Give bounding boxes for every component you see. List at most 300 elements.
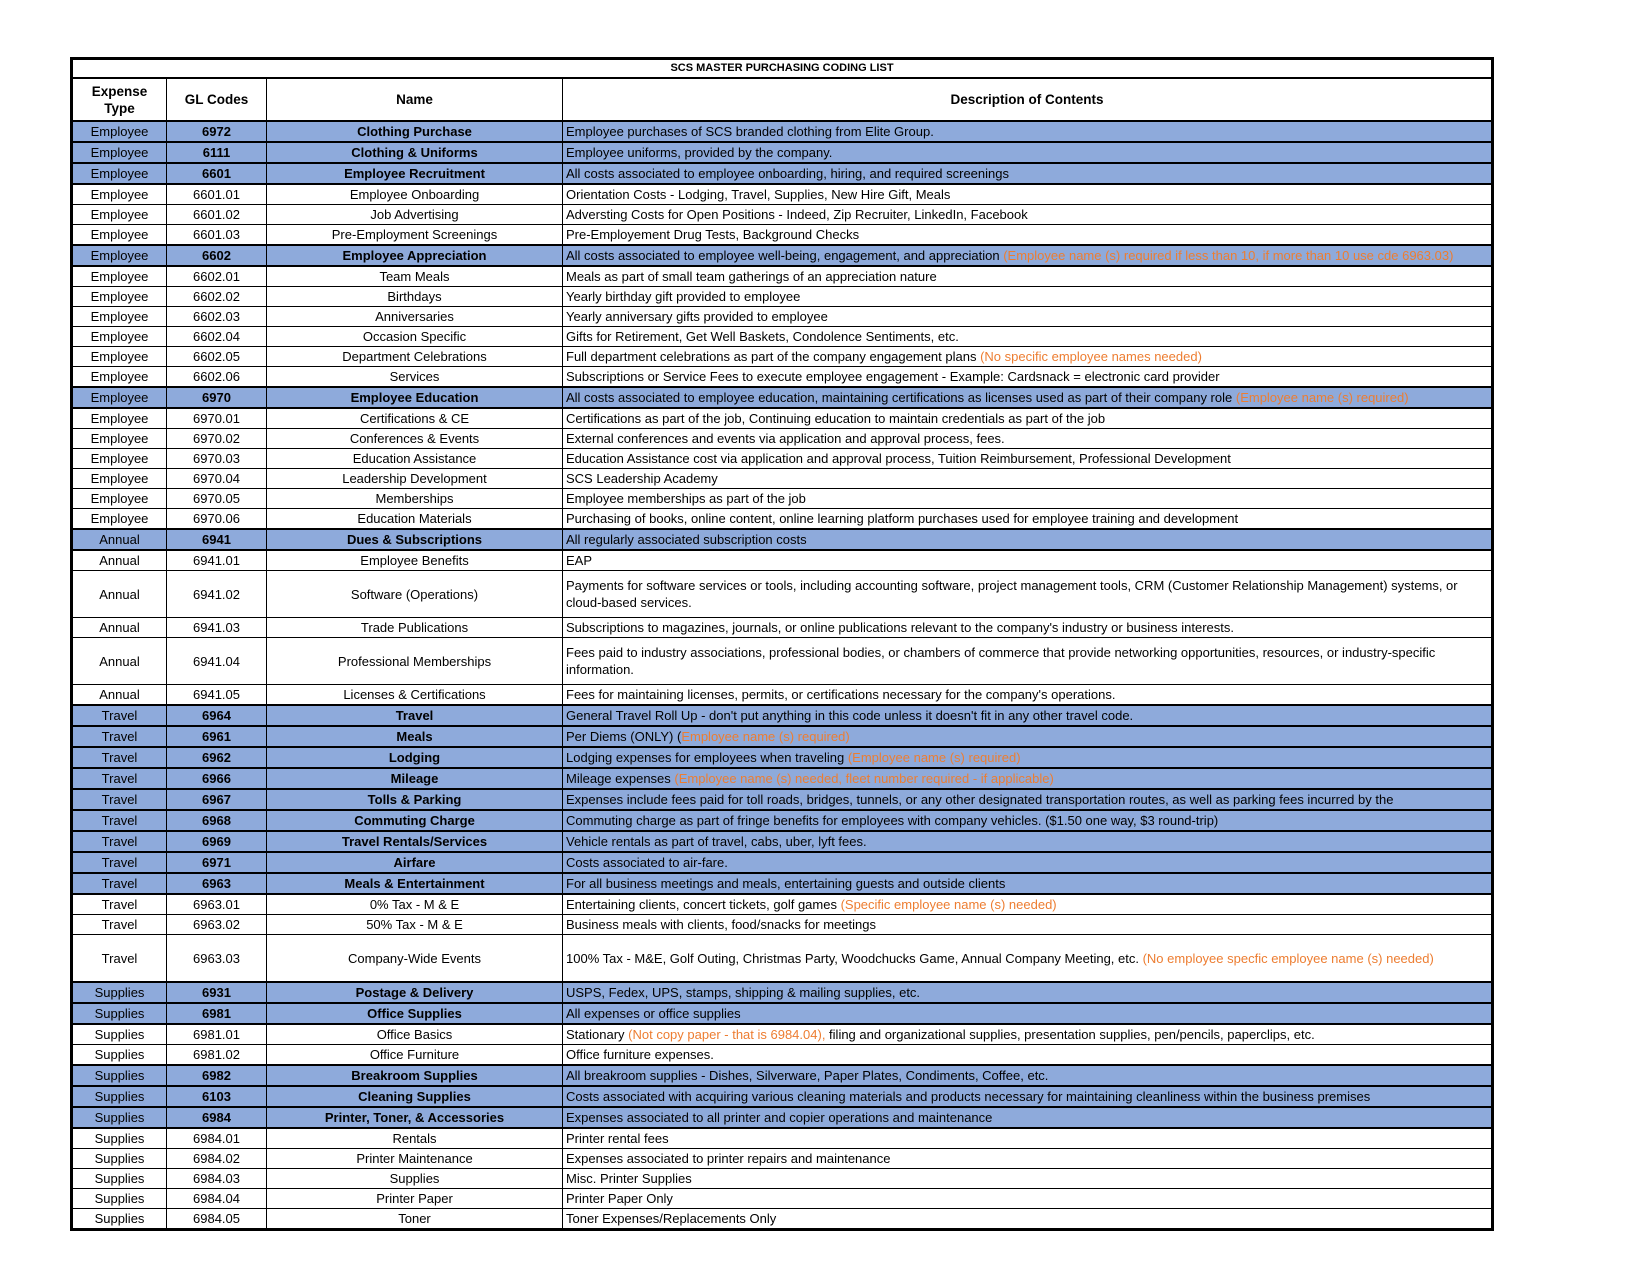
name-cell: Company-Wide Events	[267, 935, 563, 983]
name-cell: Rentals	[267, 1128, 563, 1149]
gl-code-cell: 6970.01	[167, 408, 267, 429]
expense-type-cell: Supplies	[72, 1003, 167, 1024]
gl-code-cell: 6984.01	[167, 1128, 267, 1149]
gl-code-cell: 6602.01	[167, 266, 267, 287]
expense-type-cell: Supplies	[72, 1065, 167, 1086]
description-cell	[563, 571, 1493, 618]
name-cell: Education Materials	[267, 509, 563, 530]
name-cell: Conferences & Events	[267, 429, 563, 449]
gl-code-cell: 6969	[167, 831, 267, 852]
gl-code-cell: 6601	[167, 163, 267, 184]
gl-code-cell: 6963.01	[167, 894, 267, 915]
category-row	[72, 982, 1493, 1003]
description-cell	[563, 184, 1493, 205]
expense-type-cell: Employee	[72, 408, 167, 429]
name-cell: Trade Publications	[267, 618, 563, 638]
description-text: Mileage expenses	[566, 771, 675, 786]
description-cell	[563, 550, 1493, 571]
description-text: Employee uniforms, provided by the company.	[566, 145, 833, 160]
description-text: Yearly birthday gift provided to employee	[566, 289, 801, 304]
expense-type-cell: Employee	[72, 142, 167, 163]
description-text: Gifts for Retirement, Get Well Baskets, Condolence Sentiments, etc.	[566, 329, 959, 344]
gl-code-cell: 6984.02	[167, 1149, 267, 1169]
category-row	[72, 1107, 1493, 1128]
name-cell: Meals & Entertainment	[267, 873, 563, 894]
gl-code-cell: 6941.01	[167, 550, 267, 571]
gl-code-cell: 6970.05	[167, 489, 267, 509]
category-row	[72, 1086, 1493, 1107]
category-row	[72, 387, 1493, 408]
table-row	[72, 915, 1493, 935]
description-text: Lodging expenses for employees when traveling	[566, 750, 848, 765]
expense-type-cell: Supplies	[72, 1169, 167, 1189]
description-cell	[563, 935, 1493, 983]
expense-type-cell: Travel	[72, 726, 167, 747]
description-text: EAP	[566, 553, 593, 568]
expense-type-cell: Employee	[72, 469, 167, 489]
col-header-description: Description of Contents	[563, 78, 1493, 121]
table-row	[72, 429, 1493, 449]
description-cell	[563, 469, 1493, 489]
category-row	[72, 747, 1493, 768]
name-cell: Department Celebrations	[267, 347, 563, 367]
expense-type-cell: Employee	[72, 367, 167, 388]
description-text: 100% Tax - M&E, Golf Outing, Christmas Party, Woodchucks Game, Annual Company Meeting, etc.	[566, 950, 1143, 966]
expense-type-cell: Travel	[72, 705, 167, 726]
expense-type-cell: Employee	[72, 449, 167, 469]
gl-code-cell: 6602	[167, 245, 267, 266]
name-cell: Postage & Delivery	[267, 982, 563, 1003]
gl-code-cell: 6963.03	[167, 935, 267, 983]
description-text: Costs associated to air-fare.	[566, 855, 728, 870]
name-cell: 0% Tax - M & E	[267, 894, 563, 915]
name-cell: Pre-Employment Screenings	[267, 225, 563, 246]
description-note-text: (Specific employee name (s) needed)	[840, 897, 1057, 912]
category-row	[72, 852, 1493, 873]
table-row	[72, 1189, 1493, 1209]
gl-code-cell: 6931	[167, 982, 267, 1003]
description-cell	[563, 387, 1493, 408]
description-cell	[563, 121, 1493, 142]
name-cell: Clothing Purchase	[267, 121, 563, 142]
gl-code-cell: 6981	[167, 1003, 267, 1024]
col-header-gl-codes: GL Codes	[167, 78, 267, 121]
description-cell	[563, 307, 1493, 327]
expense-type-cell: Travel	[72, 768, 167, 789]
name-cell: Commuting Charge	[267, 810, 563, 831]
description-text: Employee purchases of SCS branded clothing from Elite Group.	[566, 124, 934, 139]
description-text: Costs associated with acquiring various cleaning materials and products necessary for maintaining cleanliness within the business premises	[566, 1089, 1371, 1104]
description-text: USPS, Fedex, UPS, stamps, shipping & mailing supplies, etc.	[566, 985, 921, 1000]
description-cell	[563, 1065, 1493, 1086]
description-text: Education Assistance cost via application and approval process, Tuition Reimbursement, Professional Development	[566, 451, 1231, 466]
category-row	[72, 810, 1493, 831]
name-cell: Meals	[267, 726, 563, 747]
name-cell: Cleaning Supplies	[267, 1086, 563, 1107]
name-cell: Certifications & CE	[267, 408, 563, 429]
gl-code-cell: 6984	[167, 1107, 267, 1128]
gl-code-cell: 6971	[167, 852, 267, 873]
category-row	[72, 705, 1493, 726]
gl-code-cell: 6941.02	[167, 571, 267, 618]
gl-code-cell: 6962	[167, 747, 267, 768]
table-row	[72, 638, 1493, 685]
gl-code-cell: 6963.02	[167, 915, 267, 935]
table-title-row	[72, 59, 1493, 79]
name-cell: Breakroom Supplies	[267, 1065, 563, 1086]
name-cell: Dues & Subscriptions	[267, 529, 563, 550]
name-cell: Toner	[267, 1209, 563, 1230]
gl-code-cell: 6982	[167, 1065, 267, 1086]
table-row	[72, 894, 1493, 915]
gl-code-cell: 6941.05	[167, 685, 267, 706]
table-row	[72, 1209, 1493, 1230]
expense-type-cell: Employee	[72, 225, 167, 246]
description-text: Misc. Printer Supplies	[566, 1171, 692, 1186]
category-row	[72, 163, 1493, 184]
description-note-text: (Employee name (s) required if less than 10, if more than 10 use cde 6963.03)	[1003, 248, 1454, 263]
expense-type-cell: Supplies	[72, 1209, 167, 1230]
description-text: Commuting charge as part of fringe benefits for employees with company vehicles. ($1.50 one way, $3 round-trip)	[566, 813, 1219, 828]
description-text: Per Diems (ONLY) (	[566, 729, 682, 744]
description-cell	[563, 1169, 1493, 1189]
description-cell	[563, 287, 1493, 307]
description-text: External conferences and events via application and approval process, fees.	[566, 431, 1005, 446]
description-cell	[563, 747, 1493, 768]
table-row	[72, 287, 1493, 307]
description-text: Expenses associated to all printer and copier operations and maintenance	[566, 1110, 993, 1125]
name-cell: Employee Onboarding	[267, 184, 563, 205]
gl-code-cell: 6970.06	[167, 509, 267, 530]
description-cell	[563, 638, 1493, 685]
gl-code-cell: 6602.05	[167, 347, 267, 367]
expense-type-cell: Employee	[72, 307, 167, 327]
name-cell: Leadership Development	[267, 469, 563, 489]
gl-code-cell: 6602.03	[167, 307, 267, 327]
table-title: SCS MASTER PURCHASING CODING LIST	[72, 59, 1493, 79]
description-text: Yearly anniversary gifts provided to employee	[566, 309, 828, 324]
description-cell	[563, 726, 1493, 747]
expense-type-cell: Travel	[72, 915, 167, 935]
name-cell: Supplies	[267, 1169, 563, 1189]
gl-code-cell: 6941	[167, 529, 267, 550]
gl-code-cell: 6111	[167, 142, 267, 163]
gl-code-cell: 6970.03	[167, 449, 267, 469]
description-cell	[563, 831, 1493, 852]
expense-type-cell: Employee	[72, 509, 167, 530]
table-row	[72, 327, 1493, 347]
description-text: Adversting Costs for Open Positions - Indeed, Zip Recruiter, LinkedIn, Facebook	[566, 207, 1028, 222]
name-cell: Employee Education	[267, 387, 563, 408]
expense-type-cell: Annual	[72, 571, 167, 618]
gl-code-cell: 6941.03	[167, 618, 267, 638]
description-cell	[563, 789, 1493, 810]
expense-type-cell: Supplies	[72, 982, 167, 1003]
name-cell: Travel	[267, 705, 563, 726]
category-row	[72, 831, 1493, 852]
description-cell	[563, 429, 1493, 449]
description-text: Pre-Employement Drug Tests, Background Checks	[566, 227, 860, 242]
description-cell	[563, 810, 1493, 831]
description-text: All costs associated to employee onboarding, hiring, and required screenings	[566, 166, 1009, 181]
description-text: Office furniture expenses.	[566, 1047, 714, 1062]
expense-type-cell: Employee	[72, 205, 167, 225]
gl-code-cell: 6602.02	[167, 287, 267, 307]
table-row	[72, 685, 1493, 706]
description-text: SCS Leadership Academy	[566, 471, 718, 486]
expense-type-cell: Annual	[72, 638, 167, 685]
table-row	[72, 367, 1493, 388]
name-cell: Office Furniture	[267, 1045, 563, 1066]
gl-code-cell: 6970.04	[167, 469, 267, 489]
description-cell	[563, 347, 1493, 367]
expense-type-cell: Employee	[72, 347, 167, 367]
description-text: Employee memberships as part of the job	[566, 491, 806, 506]
name-cell: Anniversaries	[267, 307, 563, 327]
description-text: Full department celebrations as part of the company engagement plans	[566, 349, 981, 364]
description-text: All costs associated to employee well-being, engagement, and appreciation	[566, 248, 1004, 263]
expense-type-cell: Employee	[72, 287, 167, 307]
description-text: Certifications as part of the job, Continuing education to maintain credentials as part of the job	[566, 411, 1106, 426]
category-row	[72, 529, 1493, 550]
table-row	[72, 469, 1493, 489]
description-text: General Travel Roll Up - don't put anything in this code unless it doesn't fit in any other travel code.	[566, 708, 1134, 723]
table-row	[72, 550, 1493, 571]
gl-code-cell: 6964	[167, 705, 267, 726]
description-cell	[563, 529, 1493, 550]
description-text: Purchasing of books, online content, online learning platform purchases used for employee training and development	[566, 511, 1239, 526]
expense-type-cell: Travel	[72, 873, 167, 894]
expense-type-cell: Travel	[72, 831, 167, 852]
table-row	[72, 184, 1493, 205]
description-cell	[563, 852, 1493, 873]
description-cell	[563, 768, 1493, 789]
expense-type-cell: Employee	[72, 184, 167, 205]
expense-type-cell: Travel	[72, 789, 167, 810]
description-cell	[563, 225, 1493, 246]
expense-type-cell: Travel	[72, 935, 167, 983]
name-cell: Office Supplies	[267, 1003, 563, 1024]
description-text: Fees paid to industry associations, professional bodies, or chambers of commerce that provide networking opportunities, resources, or industry-specific information.	[566, 645, 1436, 677]
description-cell	[563, 1149, 1493, 1169]
gl-code-cell: 6970	[167, 387, 267, 408]
description-text: Entertaining clients, concert tickets, golf games	[566, 897, 841, 912]
name-cell: Job Advertising	[267, 205, 563, 225]
name-cell: Employee Benefits	[267, 550, 563, 571]
description-note-text: (Employee name (s) needed, fleet number required - if applicable)	[674, 771, 1054, 786]
description-text: Business meals with clients, food/snacks for meetings	[566, 917, 876, 932]
name-cell: Occasion Specific	[267, 327, 563, 347]
name-cell: Team Meals	[267, 266, 563, 287]
name-cell: Mileage	[267, 768, 563, 789]
name-cell: Memberships	[267, 489, 563, 509]
description-cell	[563, 1209, 1493, 1230]
gl-code-cell: 6961	[167, 726, 267, 747]
description-cell	[563, 1189, 1493, 1209]
gl-code-cell: 6602.06	[167, 367, 267, 388]
description-text: Payments for software services or tools, including accounting software, project management tools, CRM (Customer Relationship Management) systems, or cloud-based services.	[566, 578, 1458, 610]
description-cell	[563, 1024, 1493, 1045]
table-row	[72, 449, 1493, 469]
name-cell: Services	[267, 367, 563, 388]
description-cell	[563, 873, 1493, 894]
description-text: Expenses include fees paid for toll roads, bridges, tunnels, or any other designated transportation routes, as well as parking fees incurred by the	[566, 792, 1394, 807]
description-text: Stationary	[566, 1027, 629, 1042]
name-cell: Software (Operations)	[267, 571, 563, 618]
table-row	[72, 347, 1493, 367]
gl-code-cell: 6981.02	[167, 1045, 267, 1066]
table-row	[72, 205, 1493, 225]
category-row	[72, 768, 1493, 789]
name-cell: Birthdays	[267, 287, 563, 307]
table-row	[72, 618, 1493, 638]
table-row	[72, 266, 1493, 287]
gl-code-cell: 6103	[167, 1086, 267, 1107]
name-cell: Printer Maintenance	[267, 1149, 563, 1169]
gl-code-cell: 6967	[167, 789, 267, 810]
name-cell: Airfare	[267, 852, 563, 873]
name-cell: Employee Recruitment	[267, 163, 563, 184]
table-row	[72, 307, 1493, 327]
category-row	[72, 245, 1493, 266]
table-body	[72, 121, 1493, 1230]
description-text: filing and organizational supplies, presentation supplies, pen/pencils, paperclips, etc.	[825, 1027, 1315, 1042]
expense-type-cell: Supplies	[72, 1107, 167, 1128]
category-row	[72, 789, 1493, 810]
gl-code-cell: 6601.01	[167, 184, 267, 205]
name-cell: Education Assistance	[267, 449, 563, 469]
gl-code-cell: 6963	[167, 873, 267, 894]
name-cell: Travel Rentals/Services	[267, 831, 563, 852]
description-cell	[563, 982, 1493, 1003]
description-cell	[563, 367, 1493, 388]
category-row	[72, 121, 1493, 142]
description-note-text: (Employee name (s) required)	[847, 750, 1021, 765]
gl-code-cell: 6601.03	[167, 225, 267, 246]
expense-type-cell: Supplies	[72, 1128, 167, 1149]
description-text: All costs associated to employee education, maintaining certifications as licenses used as part of their company role	[566, 390, 1236, 405]
name-cell: Printer, Toner, & Accessories	[267, 1107, 563, 1128]
purchasing-coding-table	[70, 57, 1494, 1231]
expense-type-cell: Annual	[72, 550, 167, 571]
description-cell	[563, 1045, 1493, 1066]
expense-type-cell: Employee	[72, 489, 167, 509]
expense-type-cell: Supplies	[72, 1045, 167, 1066]
expense-type-cell: Employee	[72, 121, 167, 142]
table-row	[72, 1128, 1493, 1149]
column-header-row	[72, 78, 1493, 121]
expense-type-cell: Employee	[72, 266, 167, 287]
description-text: All regularly associated subscription costs	[566, 532, 807, 547]
expense-type-cell: Employee	[72, 327, 167, 347]
expense-type-cell: Travel	[72, 747, 167, 768]
description-text: Toner Expenses/Replacements Only	[566, 1211, 777, 1226]
name-cell: Licenses & Certifications	[267, 685, 563, 706]
description-cell	[563, 205, 1493, 225]
category-row	[72, 142, 1493, 163]
expense-type-cell: Employee	[72, 245, 167, 266]
col-header-expense-type: Expense Type	[72, 78, 167, 121]
expense-type-cell: Employee	[72, 387, 167, 408]
gl-code-cell: 6602.04	[167, 327, 267, 347]
name-cell: Printer Paper	[267, 1189, 563, 1209]
description-cell	[563, 245, 1493, 266]
name-cell: Employee Appreciation	[267, 245, 563, 266]
expense-type-cell: Travel	[72, 894, 167, 915]
description-cell	[563, 685, 1493, 706]
table-row	[72, 1169, 1493, 1189]
expense-type-cell: Travel	[72, 852, 167, 873]
category-row	[72, 1065, 1493, 1086]
description-cell	[563, 327, 1493, 347]
description-cell	[563, 449, 1493, 469]
description-cell	[563, 705, 1493, 726]
expense-type-cell: Supplies	[72, 1149, 167, 1169]
expense-type-cell: Supplies	[72, 1024, 167, 1045]
description-cell	[563, 163, 1493, 184]
description-cell	[563, 142, 1493, 163]
description-text: Meals as part of small team gatherings of an appreciation nature	[566, 269, 937, 284]
description-cell	[563, 915, 1493, 935]
category-row	[72, 1003, 1493, 1024]
gl-code-cell: 6972	[167, 121, 267, 142]
description-note-text: (Not copy paper - that is 6984.04),	[628, 1027, 826, 1042]
gl-code-cell: 6981.01	[167, 1024, 267, 1045]
name-cell: 50% Tax - M & E	[267, 915, 563, 935]
description-text: Printer Paper Only	[566, 1191, 673, 1206]
name-cell: Tolls & Parking	[267, 789, 563, 810]
category-row	[72, 726, 1493, 747]
description-text: Expenses associated to printer repairs and maintenance	[566, 1151, 891, 1166]
description-text: Orientation Costs - Lodging, Travel, Supplies, New Hire Gift, Meals	[566, 187, 951, 202]
expense-type-cell: Annual	[72, 529, 167, 550]
description-note-text: Employee name (s) required)	[681, 729, 850, 744]
description-cell	[563, 618, 1493, 638]
gl-code-cell: 6984.04	[167, 1189, 267, 1209]
gl-code-cell: 6966	[167, 768, 267, 789]
table-row	[72, 225, 1493, 246]
gl-code-cell: 6984.05	[167, 1209, 267, 1230]
description-note-text: (No employee specfic employee name (s) needed)	[1142, 950, 1434, 966]
description-cell	[563, 266, 1493, 287]
expense-type-cell: Employee	[72, 429, 167, 449]
expense-type-cell: Supplies	[72, 1086, 167, 1107]
description-cell	[563, 408, 1493, 429]
gl-code-cell: 6941.04	[167, 638, 267, 685]
description-note-text: (No specific employee names needed)	[980, 349, 1202, 364]
description-cell	[563, 489, 1493, 509]
description-cell	[563, 1003, 1493, 1024]
expense-type-cell: Annual	[72, 618, 167, 638]
table-row	[72, 1024, 1493, 1045]
name-cell: Professional Memberships	[267, 638, 563, 685]
description-text: Fees for maintaining licenses, permits, or certifications necessary for the company's operations.	[566, 687, 1116, 702]
description-cell	[563, 509, 1493, 530]
expense-type-cell: Employee	[72, 163, 167, 184]
description-note-text: (Employee name (s) required)	[1235, 390, 1409, 405]
gl-code-cell: 6970.02	[167, 429, 267, 449]
description-text: All breakroom supplies - Dishes, Silverware, Paper Plates, Condiments, Coffee, etc.	[566, 1068, 1049, 1083]
table-row	[72, 509, 1493, 530]
expense-type-cell: Annual	[72, 685, 167, 706]
table-row	[72, 489, 1493, 509]
name-cell: Lodging	[267, 747, 563, 768]
description-cell	[563, 1086, 1493, 1107]
name-cell: Office Basics	[267, 1024, 563, 1045]
table-row	[72, 935, 1493, 983]
description-cell	[563, 1128, 1493, 1149]
description-text: All expenses or office supplies	[566, 1006, 741, 1021]
